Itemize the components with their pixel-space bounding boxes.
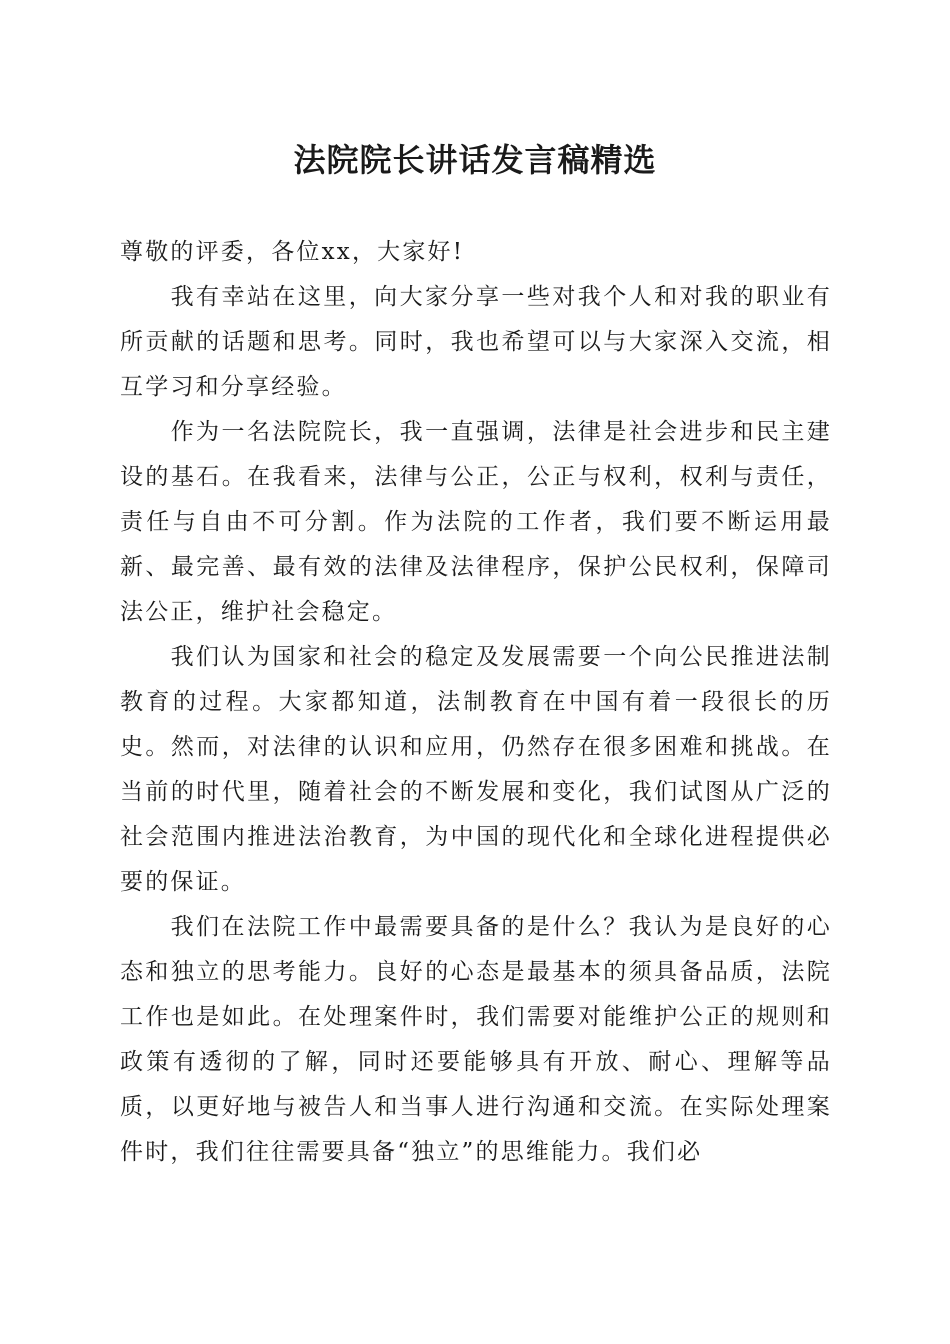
paragraph-2: 作为一名法院院长，我一直强调，法律是社会进步和民主建设的基石。在我看来，法律与公正，公正与权利，权利与责任，责任与自由不可分割。作为法院的工作者，我们要不断运用最新、最完善、最有效的法律及法律程序，保护公民权利，保障司法公正，维护社会稳定。 bbox=[120, 419, 832, 625]
greeting-line: 尊敬的评委，各位xx，大家好! bbox=[120, 239, 465, 265]
paragraph-3: 我们认为国家和社会的稳定及发展需要一个向公民推进法制教育的过程。大家都知道，法制教育在中国有着一段很长的历史。然而，对法律的认识和应用，仍然存在很多困难和挑战。在当前的时代里，随着社会的不断发展和变化，我们试图从广泛的社会范围内推进法治教育，为中国的现代化和全球化进程提供必要的保证。 bbox=[120, 644, 832, 895]
paragraph-4: 我们在法院工作中最需要具备的是什么？我认为是良好的心态和独立的思考能力。良好的心态是最基本的须具备品质，法院工作也是如此。在处理案件时，我们需要对能维护公正的规则和政策有透彻的了解，同时还要能够具有开放、耐心、理解等品质，以更好地与被告人和当事人进行沟通和交流。在实际处理案件时，我们往往需要具备“独立”的思维能力。我们必 bbox=[120, 914, 832, 1165]
document-body bbox=[120, 230, 832, 1175]
paragraph-1: 我有幸站在这里，向大家分享一些对我个人和对我的职业有所贡献的话题和思考。同时，我也希望可以与大家深入交流，相互学习和分享经验。 bbox=[120, 284, 832, 400]
document-title: 法院院长讲话发言稿精选 bbox=[293, 141, 657, 179]
